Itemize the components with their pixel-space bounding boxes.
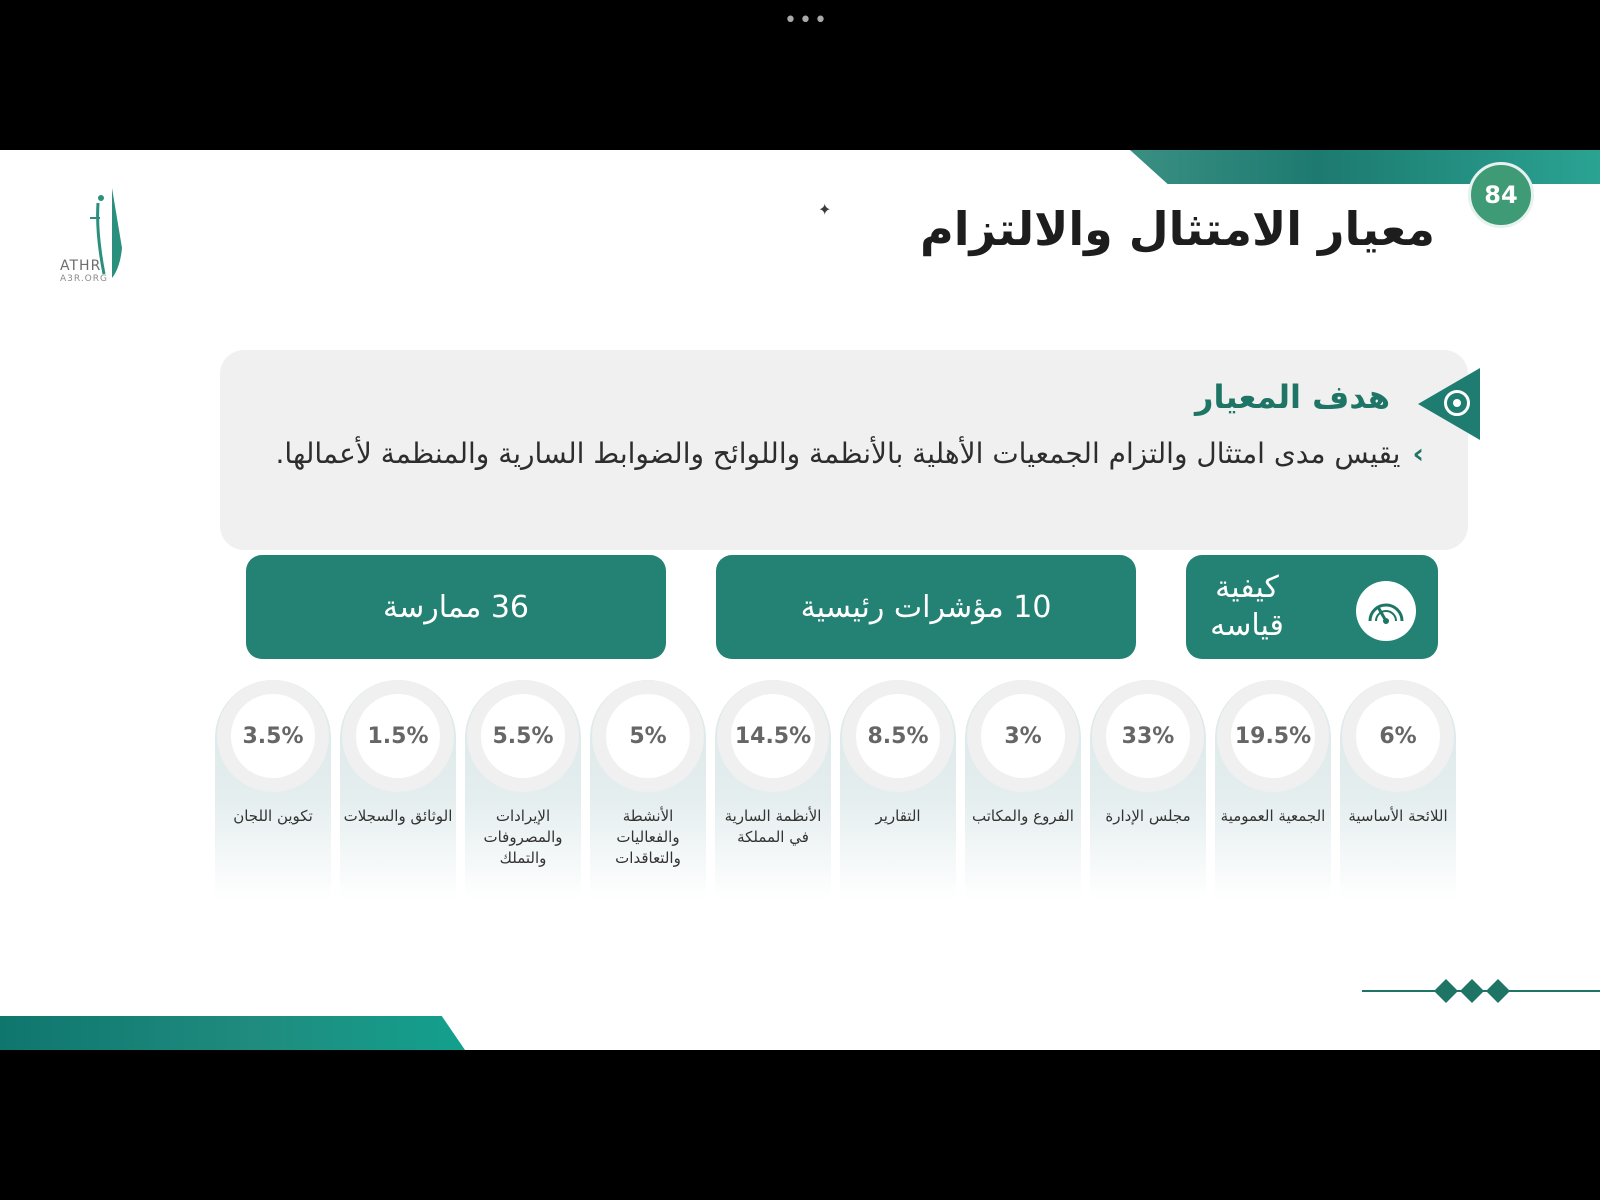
bottom-accent-band — [0, 1016, 465, 1050]
goal-description: يقيس مدى امتثال والتزام الجمعيات الأهلية بالأنظمة واللوائح والضوابط السارية والمنظمة لأعمالها. — [275, 437, 1401, 470]
weight-value: 1.5% — [356, 694, 440, 778]
sparkle-icon: ✦ — [818, 200, 832, 219]
weight-value: 3.5% — [231, 694, 315, 778]
weight-label: التقارير — [875, 807, 921, 825]
weight-label: الوثائق والسجلات — [343, 807, 453, 825]
weight-ring — [1342, 680, 1454, 792]
weight-label: الأنظمة السارية في المملكة — [724, 807, 822, 846]
weight-ring — [467, 680, 579, 792]
weight-tile — [215, 680, 331, 900]
weight-label: الإيرادات والمصروفات والتملك — [483, 807, 563, 867]
weight-value: 8.5% — [856, 694, 940, 778]
chevron-icon: › — [1412, 437, 1424, 470]
weight-value: 5.5% — [481, 694, 565, 778]
weight-value: 14.5% — [731, 694, 815, 778]
weight-label: تكوين اللجان — [233, 807, 313, 825]
presentation-slide — [0, 150, 1600, 1050]
weight-tile — [715, 680, 831, 900]
gauge-icon — [1356, 581, 1416, 641]
weight-ring — [217, 680, 329, 792]
weight-value: 6% — [1356, 694, 1440, 778]
logo-text: ATHR — [60, 258, 102, 274]
window-menu-dots[interactable]: ••• — [784, 8, 829, 33]
goal-text — [254, 432, 1424, 476]
weight-value: 33% — [1106, 694, 1190, 778]
weight-ring — [967, 680, 1079, 792]
weight-tile — [965, 680, 1081, 900]
goal-heading: هدف المعيار — [1195, 378, 1390, 416]
weight-value: 19.5% — [1231, 694, 1315, 778]
weight-value: 5% — [606, 694, 690, 778]
weight-tile — [465, 680, 581, 900]
weight-label: الفروع والمكاتب — [972, 807, 1074, 825]
weight-tile — [840, 680, 956, 900]
weight-label: الأنشطة والفعاليات والتعاقدات — [615, 807, 681, 867]
weight-tile — [1340, 680, 1456, 900]
weight-ring — [342, 680, 454, 792]
weight-tile — [340, 680, 456, 900]
weight-ring — [1217, 680, 1329, 792]
page-number-badge: 84 — [1468, 162, 1534, 228]
weight-ring — [717, 680, 829, 792]
weight-label: اللائحة الأساسية — [1348, 807, 1448, 825]
weight-ring — [592, 680, 704, 792]
weight-label: الجمعية العمومية — [1220, 807, 1326, 825]
weight-ring — [1092, 680, 1204, 792]
weight-ring — [842, 680, 954, 792]
indicators-pill: 10 مؤشرات رئيسية — [716, 555, 1136, 659]
diamond-divider-icon — [1362, 976, 1600, 1006]
weight-tile — [1090, 680, 1206, 900]
weight-tile — [590, 680, 706, 900]
measure-label: كيفية قياسه — [1210, 570, 1284, 643]
logo-subtext: A3R.ORG — [60, 274, 108, 284]
weight-value: 3% — [981, 694, 1065, 778]
weight-label: مجلس الإدارة — [1105, 807, 1191, 825]
weight-tile — [1215, 680, 1331, 900]
practices-pill: 36 ممارسة — [246, 555, 666, 659]
target-icon — [1444, 390, 1470, 416]
page-title: معيار الامتثال والالتزام — [919, 202, 1435, 256]
